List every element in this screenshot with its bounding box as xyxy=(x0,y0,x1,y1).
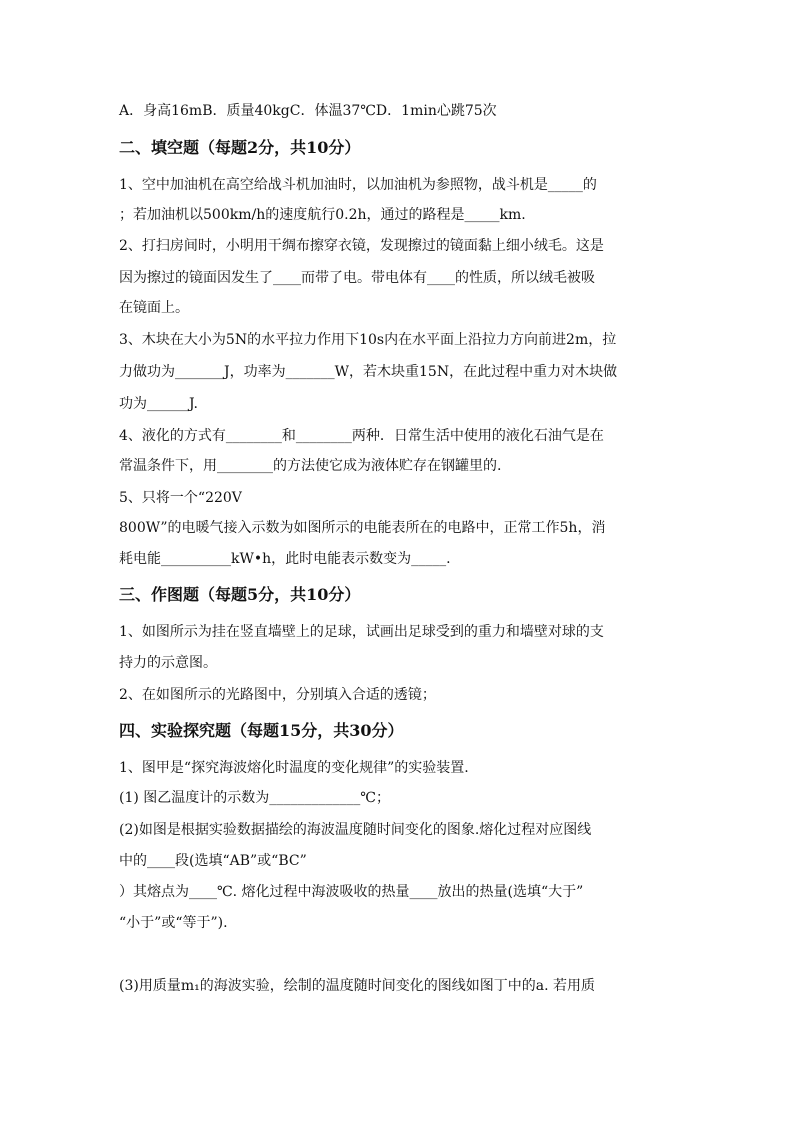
text-line: 力做功为_______J，功率为_______W，若木块重15N，在此过程中重力对木块做 xyxy=(119,364,618,380)
text-line: (2)如图是根据实验数据描绘的海波温度随时间变化的图象.熔化过程对应图线 xyxy=(119,822,592,838)
text-line: 2、打扫房间时，小明用干绸布擦穿衣镜，发现擦过的镜面黏上细小绒毛。这是 xyxy=(119,238,604,254)
question-options-line: A．身高16mB．质量40kgC．体温37℃D．1min心跳75次 xyxy=(119,103,497,119)
text-line: 中的____段(选填“AB”或“BC” xyxy=(119,853,307,869)
section-heading-experiment: 四、实验探究题（每题15分，共30分） xyxy=(119,721,404,740)
text-line: (1) 图乙温度计的示数为_____________℃； xyxy=(119,790,390,806)
text-line: ）其熔点为____℃. 熔化过程中海波吸收的热量____放出的热量(选填“大于” xyxy=(119,884,584,900)
text-line: 功为______J. xyxy=(119,396,198,412)
text-line: 4、液化的方式有________和________两种．日常生活中使用的液化石油气是在 xyxy=(119,428,604,444)
text-line: 800W”的电暖气接入示数为如图所示的电能表所在的电路中，正常工作5h，消 xyxy=(119,520,606,536)
section-heading-drawing: 三、作图题（每题5分，共10分） xyxy=(119,585,361,604)
text-line: 1、图甲是“探究海波熔化时温度的变化规律”的实验装置. xyxy=(119,760,469,776)
text-line: 在镜面上。 xyxy=(119,300,189,316)
section-heading-fill-blank: 二、填空题（每题2分，共10分） xyxy=(119,138,361,157)
text-line: (3)用质量m₁的海波实验，绘制的温度随时间变化的图线如图丁中的a. 若用质 xyxy=(119,978,595,994)
text-line: 1、如图所示为挂在竖直墙壁上的足球，试画出足球受到的重力和墙壁对球的支 xyxy=(119,624,604,640)
text-line: 2、在如图所示的光路图中，分别填入合适的透镜； xyxy=(119,687,436,703)
text-line: “小于”或“等于”). xyxy=(119,915,228,931)
text-line: 持力的示意图。 xyxy=(119,655,217,671)
text-line: ；若加油机以500km/h的速度航行0.2h，通过的路程是_____km. xyxy=(119,207,526,223)
text-line: 耗电能__________kW•h，此时电能表示数变为_____. xyxy=(119,551,451,567)
text-line: 1、空中加油机在高空给战斗机加油时，以加油机为参照物，战斗机是_____的 xyxy=(119,177,597,193)
text-line: 3、木块在大小为5N的水平拉力作用下10s内在水平面上沿拉力方向前进2m，拉 xyxy=(119,332,617,348)
text-line: 5、只将一个“220V xyxy=(119,490,242,506)
text-line: 因为擦过的镜面因发生了____而带了电。带电体有____的性质，所以绒毛被吸 xyxy=(119,270,595,286)
text-line: 常温条件下，用________的方法使它成为液体贮存在钢罐里的. xyxy=(119,458,502,474)
